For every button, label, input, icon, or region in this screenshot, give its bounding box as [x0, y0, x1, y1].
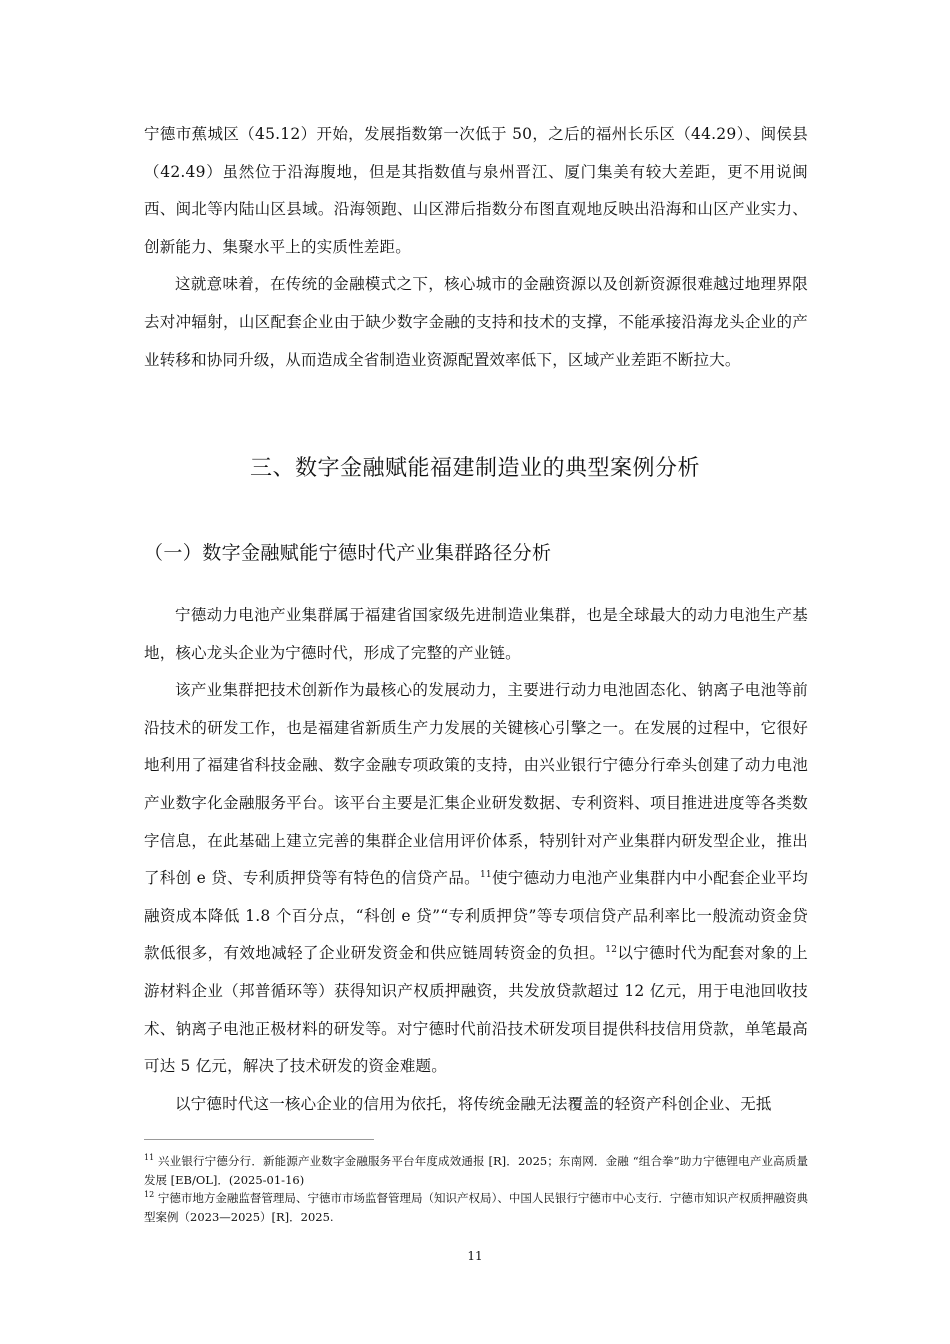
paragraph: 以宁德时代这一核心企业的信用为依托，将传统金融无法覆盖的轻资产科创企业、无抵 [175, 1094, 772, 1113]
body-text [144, 597, 808, 1123]
footnote-number: 12 [144, 1190, 155, 1200]
section-heading: 三、数字金融赋能福建制造业的典型案例分析 [249, 456, 700, 481]
paragraph-text: 该产业集群把技术创新作为最核心的发展动力，主要进行动力电池固态化、钠离子电池等前沿技术的研发工作，也是福建省新质生产力发展的关键核心引擎之一。在发展的过程中，它很好地利用了福建省科技金融、数字金融专项政策的支持，由兴业银行宁德分行牵头创建了动力电池产业数字化金融服务平台。该平台主要是汇集企业研发数据、专利资料、项目推进进度等各类数字信息，在此基础上建立完善的集群企业信用评价体系，特别针对产业集群内研发型企业，推出了科创 e 贷、专利质押贷等有特色的信贷产品。 [144, 681, 808, 888]
paragraph-text: 使宁德动力电池产业集群内中小配套企业平均融资成本降低 1.8 个百分点，“科创 e 贷”“专利质押贷”等专项信贷产品利率比一般流动资金贷款低很多，有效地减轻了企业研发资金和供应链周转资金的负担。 [144, 869, 808, 963]
footnote-ref[interactable]: 11 [479, 870, 492, 880]
intro-text [144, 116, 808, 379]
footnote-text: 兴业银行宁德分行．新能源产业数字金融服务平台年度成效通报 [R]．2025；东南网．金融 “组合拳”助力宁德锂电产业高质量发展 [EB/OL]．(2025-01-16) [144, 1154, 808, 1187]
paragraph: 这就意味着，在传统的金融模式之下，核心城市的金融资源以及创新资源很难越过地理界限去对冲辐射，山区配套企业由于缺少数字金融的支持和技术的支撑，不能承接沿海龙头企业的产业转移和协同升级，从而造成全省制造业资源配置效率低下，区域产业差距不断拉大。 [144, 275, 808, 369]
footnote-number: 11 [144, 1153, 155, 1163]
footnote [144, 1189, 808, 1226]
footnotes [144, 1152, 808, 1226]
footnote-text: 宁德市地方金融监督管理局、宁德市市场监督管理局（知识产权局）、中国人民银行宁德市中心支行．宁德市知识产权质押融资典型案例（2023—2025）[R]．2025. [144, 1191, 809, 1224]
subsection-heading: （一）数字金融赋能宁德时代产业集群路径分析 [144, 542, 552, 564]
paragraph-continued: 宁德市蕉城区（45.12）开始，发展指数第一次低于 50，之后的福州长乐区（44.29）、闽侯县（42.49）虽然位于沿海腹地，但是其指数值与泉州晋江、厦门集美有较大差距，更不用说闽西、闽北等内陆山区县域。沿海领跑、山区滞后指数分布图直观地反映出沿海和山区产业实力、创新能力、集聚水平上的实质性差距。 [144, 125, 808, 256]
footnote-ref[interactable]: 12 [605, 945, 618, 956]
page-number: 11 [467, 1249, 483, 1263]
paragraph [144, 672, 808, 1086]
footnote [144, 1152, 808, 1189]
footnote-divider [144, 1139, 374, 1140]
paragraph: 宁德动力电池产业集群属于福建省国家级先进制造业集群，也是全球最大的动力电池生产基地，核心龙头企业为宁德时代，形成了完整的产业链。 [144, 606, 808, 662]
paragraph-text: 以宁德时代为配套对象的上游材料企业（邦普循环等）获得知识产权质押融资，共发放贷款超过 12 亿元，用于电池回收技术、钠离子电池正极材料的研发等。对宁德时代前沿技术研发项目提供科技信用贷款，单笔最高可达 5 亿元，解决了技术研发的资金难题。 [144, 944, 808, 1076]
